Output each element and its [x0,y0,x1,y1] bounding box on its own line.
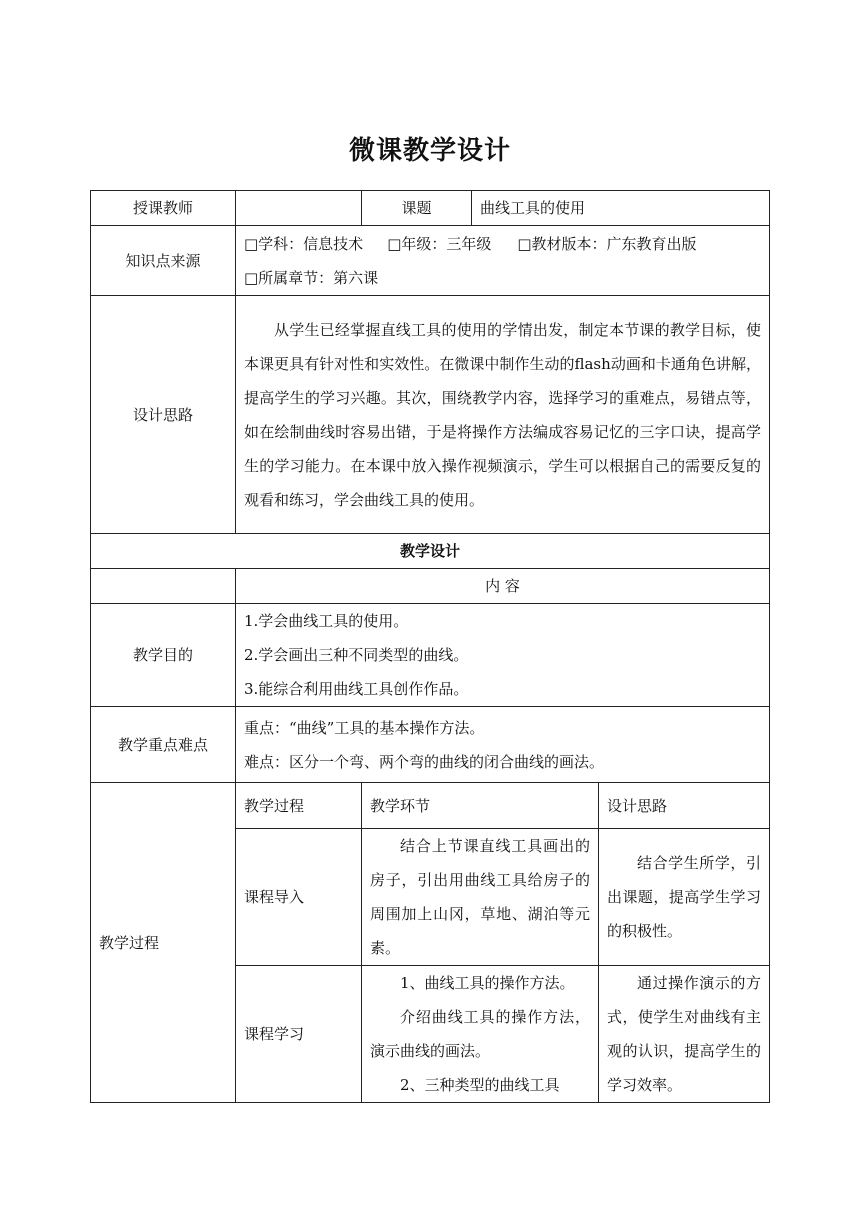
document-title: 微课教学设计 [348,136,511,166]
process-idea-cell [599,829,770,966]
process-stage: 课程导入 [236,829,362,966]
process-step: 介绍曲线工具的操作方法，演示曲线的画法。 [370,1008,590,1060]
process-header-row [91,783,770,829]
goals-row [91,604,770,707]
source-row [91,226,770,296]
goal-item: 2.学会画出三种不同类型的曲线。 [244,646,469,664]
design-idea-text: 从学生已经掌握直线工具的使用的学情出发，制定本节课的教学目标，使本课更具有针对性和实效性。在微课中制作生动的flash动画和卡通角色讲解，提高学生的学习兴趣。其次，围绕教学内容，选择学习的重难点，易错点等，如在绘制曲线时容易出错，于是将操作方法编成容易记忆的三字口诀，提高学生的学习能力。在本课中放入操作视频演示，学生可以根据自己的需要反复的观看和练习，学会曲线工具的使用。 [244,320,762,509]
idea-col-header: 设计思路 [599,783,770,829]
content-empty-cell [91,569,236,604]
key-points-row [91,707,770,783]
lesson-design-table [90,190,770,1103]
header-row [91,191,770,226]
process-idea: 结合学生所学，引出课题，提高学生学习的积极性。 [607,854,762,940]
process-step: 2、三种类型的曲线工具 [400,1076,560,1094]
source-content [236,226,770,296]
goals-label: 教学目的 [91,604,236,707]
key-point: 重点：“曲线”工具的基本操作方法。 [244,718,485,737]
process-step: 结合上节课直线工具画出的房子，引出用曲线工具给房子的周围加上山冈，草地、湖泊等元素。 [370,837,590,957]
content-heading: 内 容 [236,569,770,604]
key-points-label: 教学重点难点 [91,707,236,783]
topic-label: 课题 [362,191,472,226]
process-step-cell [362,966,599,1103]
process-idea-cell [599,966,770,1103]
source-subject: □学科：信息技术 [244,234,364,253]
design-idea-label: 设计思路 [91,296,236,534]
process-step: 1、曲线工具的操作方法。 [400,974,575,992]
process-step-cell [362,829,599,966]
key-points-content [236,707,770,783]
source-grade: □年级：三年级 [387,234,492,253]
process-col-header: 教学过程 [236,783,362,829]
source-edition: □教材版本：广东教育出版 [517,234,697,253]
goal-item: 1.学会曲线工具的使用。 [244,612,409,630]
design-idea-text-cell [236,296,770,534]
process-idea: 通过操作演示的方式，使学生对曲线有主观的认识，提高学生的学习效率。 [607,974,762,1094]
step-col-header: 教学环节 [362,783,599,829]
goals-list [236,604,770,707]
teacher-label: 授课教师 [91,191,236,226]
process-label: 教学过程 [91,783,236,1103]
content-heading-row [91,569,770,604]
teacher-value [236,191,362,226]
design-idea-row [91,296,770,534]
source-label: 知识点来源 [91,226,236,296]
topic-value: 曲线工具的使用 [472,191,770,226]
goal-item: 3.能综合利用曲线工具创作作品。 [244,680,469,698]
teaching-design-heading: 教学设计 [91,534,770,569]
teaching-design-row [91,534,770,569]
source-chapter: □所属章节：第六课 [244,268,379,287]
process-stage: 课程学习 [236,966,362,1103]
difficult-point: 难点：区分一个弯、两个弯的曲线的闭合曲线的画法。 [244,752,605,771]
